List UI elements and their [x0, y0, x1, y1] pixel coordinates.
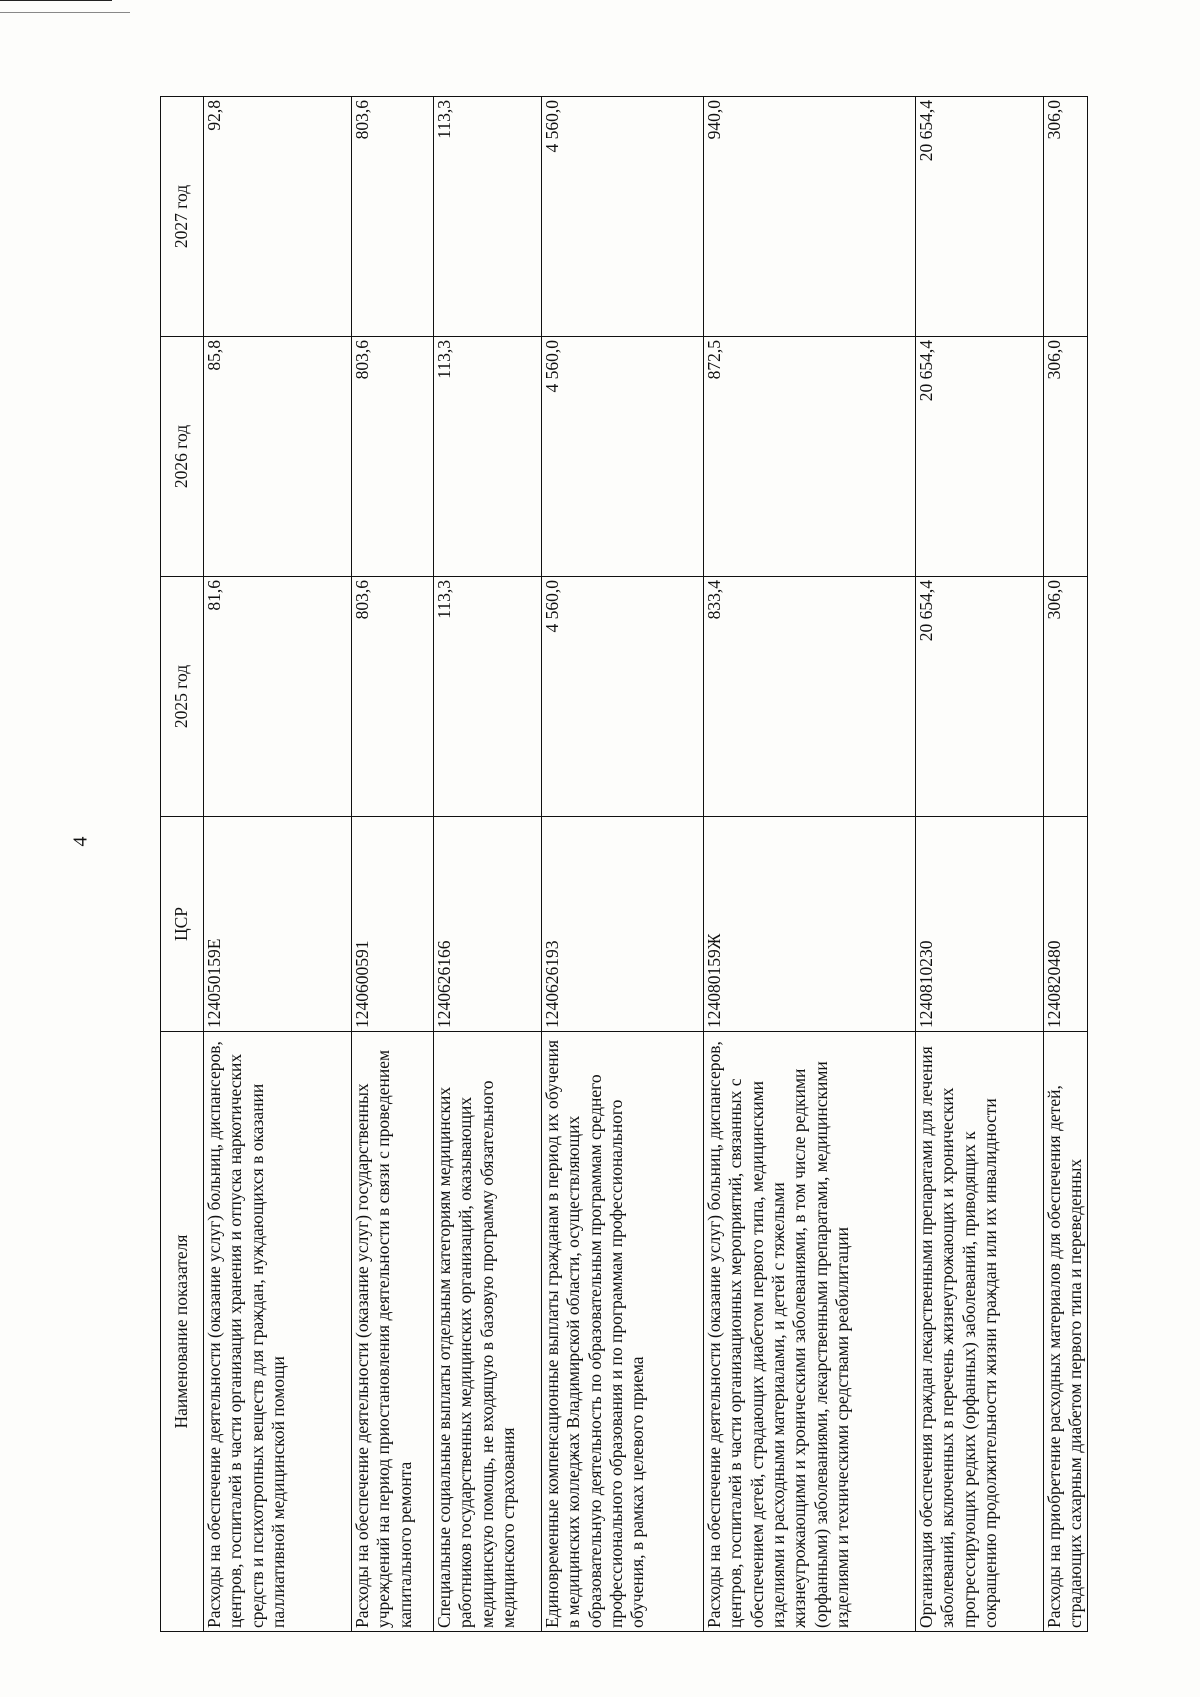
row-2027: 803,6 [352, 97, 434, 337]
row-2025: 113,3 [434, 577, 542, 817]
header-2027: 2027 год [161, 97, 204, 337]
row-2026: 803,6 [352, 337, 434, 577]
row-code: 124050159Е [204, 817, 352, 1032]
row-code: 1240820480 [1044, 817, 1088, 1032]
row-2027: 940,0 [704, 97, 916, 337]
row-code: 1240626193 [542, 817, 704, 1032]
scan-artifact-line [0, 0, 112, 1]
row-2025: 306,0 [1044, 577, 1088, 817]
page-number: 4 [69, 836, 92, 847]
row-name: Расходы на обеспечение деятельности (оказание услуг) больниц, диспансеров, центров, госпиталей в части организации хранения и отпуска наркотических средств и психотропных веществ для граждан, нуждающихся в оказании паллиативной медицинской помощи [204, 1032, 352, 1632]
row-2026: 20 654,4 [916, 337, 1044, 577]
budget-table [160, 96, 1088, 1632]
row-2027: 4 560,0 [542, 97, 704, 337]
table-row [1044, 97, 1088, 1632]
row-name: Организация обеспечения граждан лекарственными препаратами для лечения заболеваний, включенных в перечень жизнеугрожающих и хронических прогрессирующих редких (орфанных) заболеваний, приводящих к сокращению продолжительности жизни граждан или их инвалидности [916, 1032, 1044, 1632]
header-2026: 2026 год [161, 337, 204, 577]
header-code: ЦСР [161, 817, 204, 1032]
table-row [204, 97, 352, 1632]
row-2026: 306,0 [1044, 337, 1088, 577]
row-2026: 85,8 [204, 337, 352, 577]
row-name: Расходы на приобретение расходных материалов для обеспечения детей, страдающих сахарным диабетом первого типа и переведенных [1044, 1032, 1088, 1632]
row-2027: 92,8 [204, 97, 352, 337]
row-2025: 81,6 [204, 577, 352, 817]
row-2025: 803,6 [352, 577, 434, 817]
row-2027: 113,3 [434, 97, 542, 337]
row-2025: 20 654,4 [916, 577, 1044, 817]
row-name: Расходы на обеспечение деятельности (оказание услуг) государственных учреждений на период приостановления деятельности в связи с проведением капитального ремонта [352, 1032, 434, 1632]
row-code: 1240626166 [434, 817, 542, 1032]
row-2026: 872,5 [704, 337, 916, 577]
row-2027: 20 654,4 [916, 97, 1044, 337]
row-code: 1240810230 [916, 817, 1044, 1032]
table-row [434, 97, 542, 1632]
row-name: Специальные социальные выплаты отдельным категориям медицинских работников государственных медицинских организаций, оказывающих медицинскую помощь, не входящую в базовую программу обязательного медицинского страхования [434, 1032, 542, 1632]
table-row [704, 97, 916, 1632]
row-name: Единовременные компенсационные выплаты гражданам в период их обучения в медицинских колледжах Владимирской области, осуществляющих образовательную деятельность по образовательным программам среднего профессионального образования и по программам профессионального обучения, в рамках целевого приема [542, 1032, 704, 1632]
row-name: Расходы на обеспечение деятельности (оказание услуг) больниц, диспансеров, центров, госпиталей в части организационных мероприятий, связанных с обеспечением детей, страдающих диабетом первого типа, медицинскими изделиями и расходными материалами, и детей с тяжелыми жизнеугрожающими и хроническими заболеваниями, в том числе редкими (орфанными) заболеваниями, лекарственными препаратами, медицинскими изделиями и техническими средствами реабилитации [704, 1032, 916, 1632]
row-code: 124080159Ж [704, 817, 916, 1032]
row-2027: 306,0 [1044, 97, 1088, 337]
row-2025: 4 560,0 [542, 577, 704, 817]
row-2025: 833,4 [704, 577, 916, 817]
header-name: Наименование показателя [161, 1032, 204, 1632]
row-2026: 113,3 [434, 337, 542, 577]
table-row [352, 97, 434, 1632]
table-row [916, 97, 1044, 1632]
table-row [542, 97, 704, 1632]
scan-artifact-line [0, 12, 130, 13]
rotated-table-container [160, 97, 1085, 1632]
header-2025: 2025 год [161, 577, 204, 817]
table-header-row [161, 97, 204, 1632]
row-2026: 4 560,0 [542, 337, 704, 577]
row-code: 1240600591 [352, 817, 434, 1032]
